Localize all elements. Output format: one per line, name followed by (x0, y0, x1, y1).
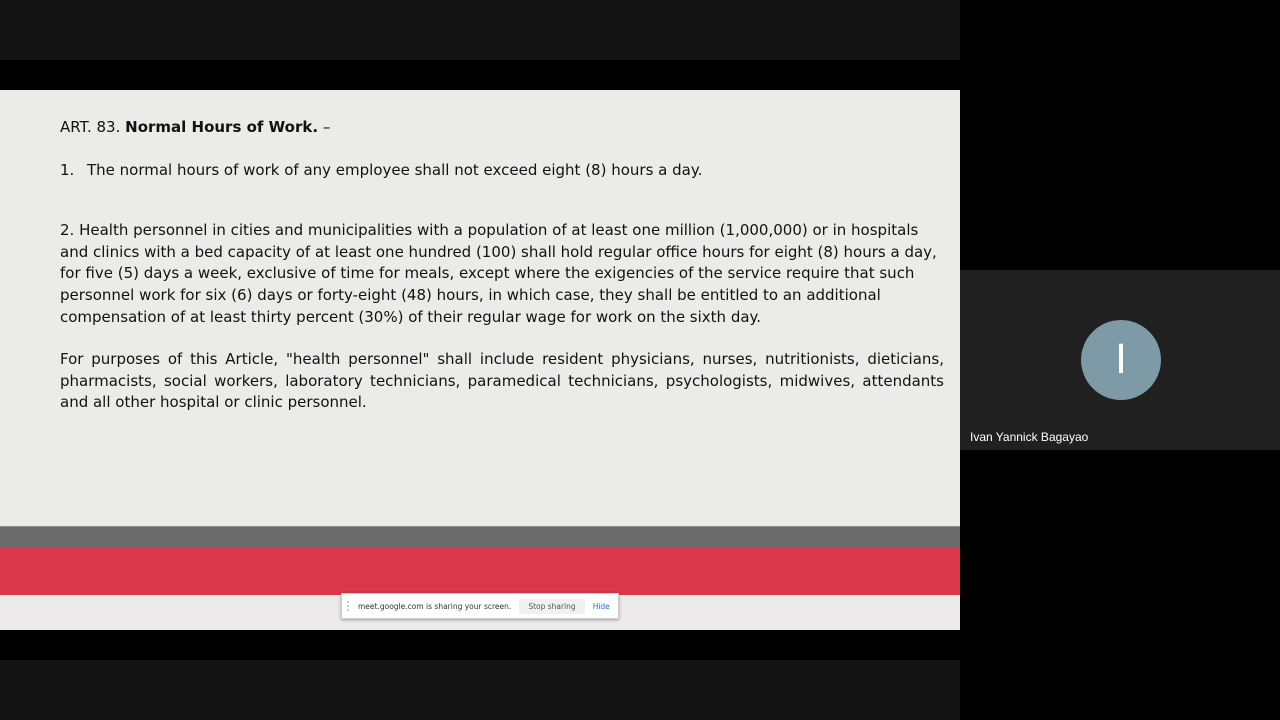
article-title: Normal Hours of Work. (125, 118, 319, 136)
stage-top-letterbox (0, 60, 960, 90)
participant-name: Ivan Yannick Bagayao (970, 430, 1089, 444)
article-heading (60, 117, 944, 139)
stop-sharing-button[interactable]: Stop sharing (519, 599, 584, 614)
drag-grip-icon[interactable] (347, 601, 351, 611)
slide-gray-bar (0, 526, 960, 547)
stage-bottom-band (0, 660, 960, 720)
item-1-number: 1. (60, 161, 75, 179)
paragraph-item-1 (60, 160, 944, 182)
participant-avatar: I (1081, 320, 1161, 400)
item-1-text: The normal hours of work of any employee shall not exceed eight (8) hours a day. (87, 161, 703, 179)
participant-panel (960, 0, 1280, 720)
article-number: ART. 83. (60, 118, 126, 136)
share-message: meet.google.com is sharing your screen. (358, 601, 512, 611)
stage-top-band (0, 0, 960, 60)
stage-bottom-letterbox (0, 630, 960, 660)
hide-button[interactable]: Hide (592, 601, 610, 611)
article-dash: – (318, 118, 331, 136)
screen-share-notice (341, 593, 619, 619)
participant-tile[interactable] (960, 270, 1280, 450)
slide-red-bar (0, 547, 960, 595)
paragraph-item-2: 2. Health personnel in cities and municipalities with a population of at least one million (1,000,000) or in hospitals and clinics with a bed capacity of at least one hundred (100) shall hold regular office hours for eight (8) hours a day, for five (5) days a week, exclusive of time for meals, except where the exigencies of the service require that such personnel work for six (6) days or forty-eight (48) hours, in which case, they shall be entitled to an additional compensation of at least thirty percent (30%) of their regular wage for work on the sixth day. (60, 221, 937, 326)
paragraph-health-personnel: For purposes of this Article, "health personnel" shall include resident physicians, nurses, nutritionists, dieticians, pharmacists, social workers, laboratory technicians, paramedical technicians, psychologists, midwives, attendants and all other hospital or clinic personnel. (60, 350, 944, 412)
shared-slide (0, 90, 960, 526)
